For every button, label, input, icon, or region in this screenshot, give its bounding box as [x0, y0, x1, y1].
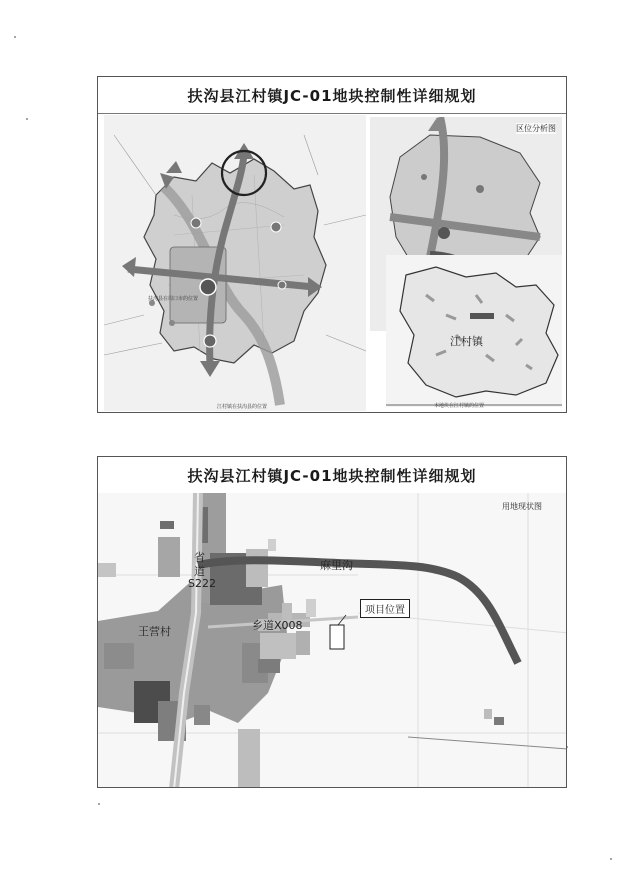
project-location-label: 项目位置	[360, 599, 410, 618]
scan-speck	[610, 858, 612, 860]
road-label-dao: 道	[194, 565, 205, 578]
scan-speck	[14, 36, 16, 38]
county-map	[104, 115, 366, 411]
land-use-panel	[97, 456, 567, 788]
town-map	[386, 255, 562, 407]
scan-speck	[98, 803, 100, 805]
town-label: 江村镇	[450, 335, 483, 348]
county-map-caption: 江村镇在扶沟县的位置	[216, 404, 267, 410]
land-use-caption: 用地现状图	[502, 502, 542, 511]
scan-speck	[26, 118, 28, 120]
location-analysis-panel	[97, 76, 567, 413]
canal-label: 麻里沟	[320, 559, 353, 572]
village-label: 王营村	[138, 625, 171, 638]
road-label-sheng: 省	[194, 551, 205, 564]
township-road-label: 乡道X008	[252, 619, 303, 632]
panel-title: 扶沟县江村镇JC-01地块控制性详细规划	[98, 77, 566, 114]
city-map-caption: 扶沟县在周口市的位置	[148, 296, 199, 302]
location-analysis-label: 区位分析图	[516, 124, 556, 133]
town-map-caption: 本地块在江村镇的位置	[434, 403, 485, 409]
land-use-map	[98, 493, 567, 788]
road-label-s222: S222	[188, 577, 216, 590]
panel-title: 扶沟县江村镇JC-01地块控制性详细规划	[98, 457, 566, 494]
